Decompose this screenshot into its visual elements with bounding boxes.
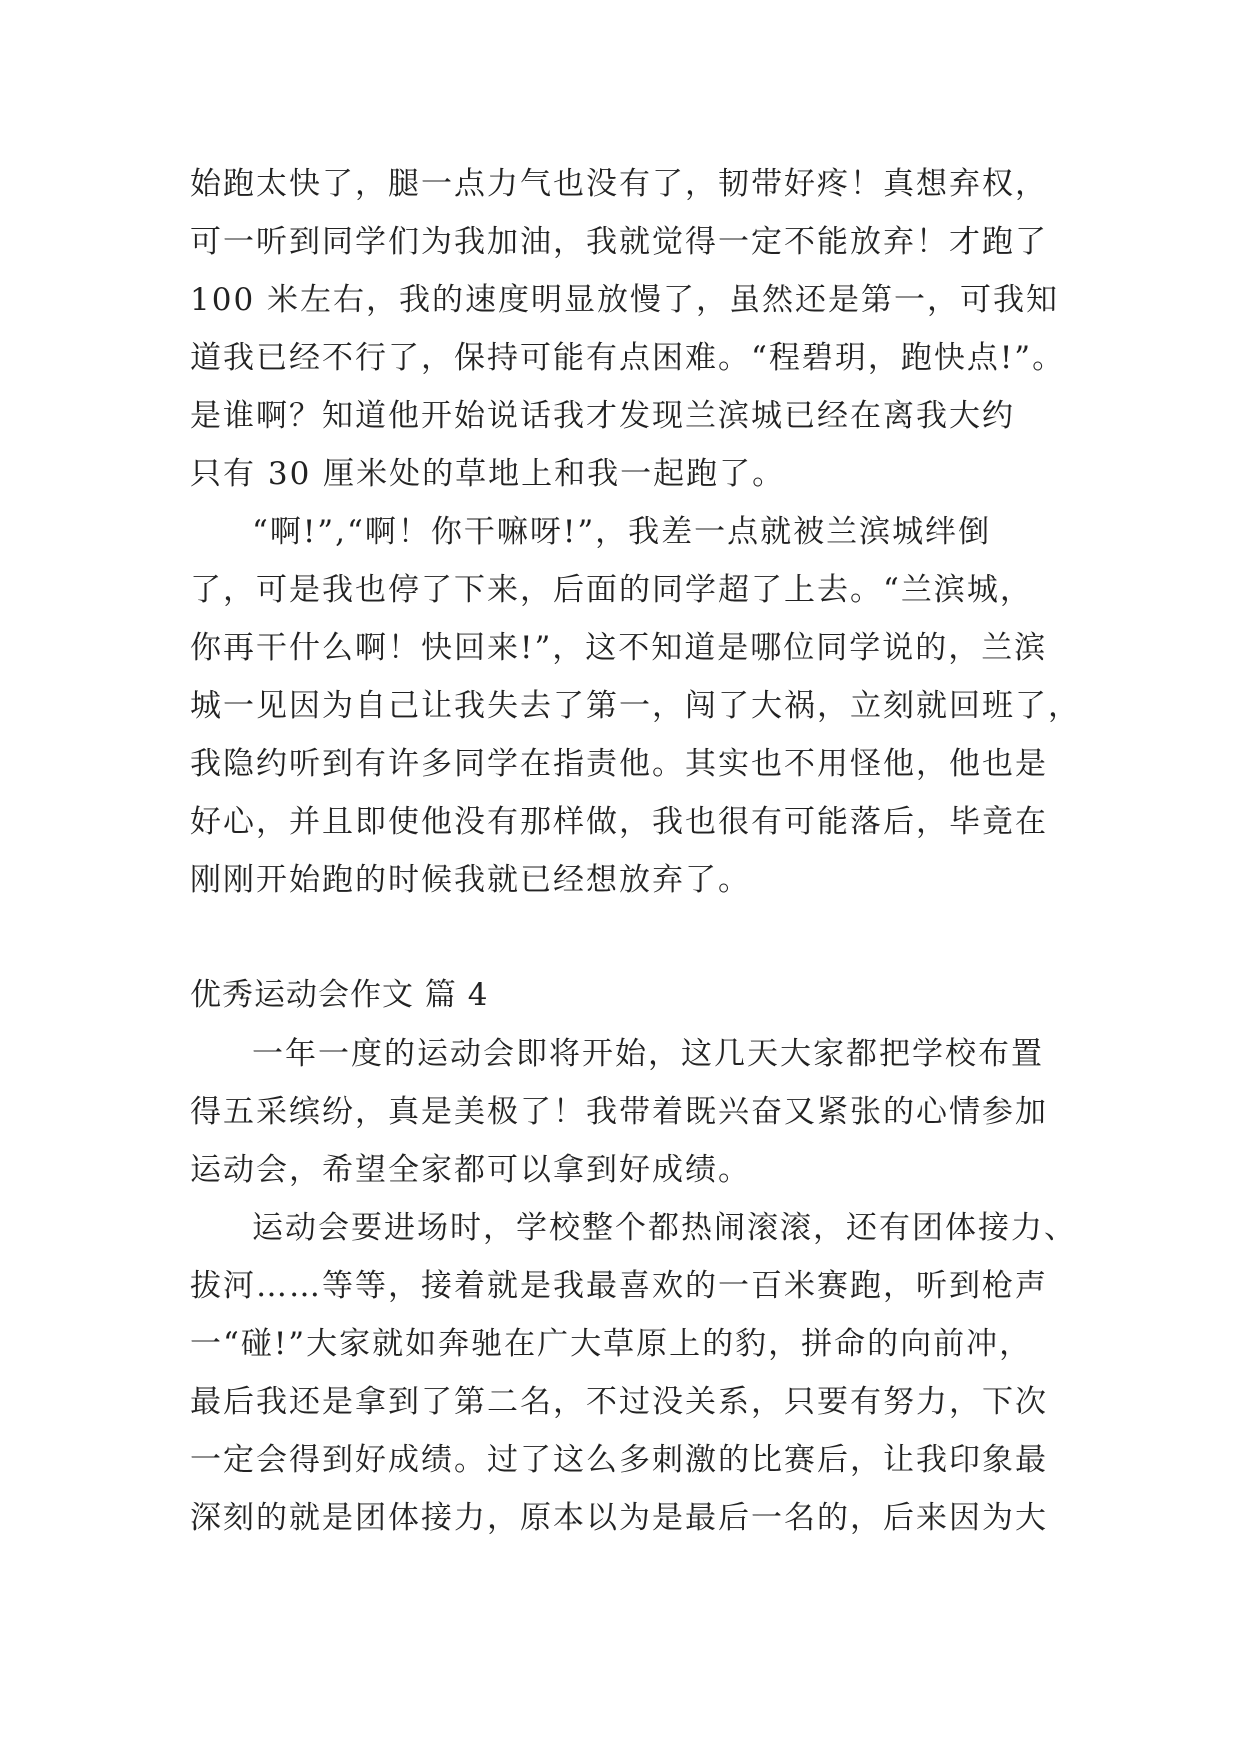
paragraph-2-line: 好心，并且即使他没有那样做，我也很有可能落后，毕竟在 <box>190 804 1048 840</box>
paragraph-2-line: 刚刚开始跑的时候我就已经想放弃了。 <box>190 862 751 898</box>
paragraph-3-line: 运动会，希望全家都可以拿到好成绩。 <box>190 1152 751 1188</box>
paragraph-4-line: 一定会得到好成绩。过了这么多刺激的比赛后，让我印象最 <box>190 1442 1048 1478</box>
paragraph-1-line: 是谁啊？知道他开始说话我才发现兰滨城已经在离我大约 <box>190 398 1015 434</box>
paragraph-3-line: 一年一度的运动会即将开始，这几天大家都把学校布置 <box>252 1036 1044 1072</box>
paragraph-4-line: 最后我还是拿到了第二名，不过没关系，只要有努力，下次 <box>190 1384 1048 1420</box>
paragraph-2-line: “啊!”,“啊！你干嘛呀!”，我差一点就被兰滨城绊倒 <box>252 514 992 550</box>
paragraph-1-line: 100 米左右，我的速度明显放慢了，虽然还是第一，可我知 <box>190 282 1060 318</box>
paragraph-1-line: 只有 30 厘米处的草地上和我一起跑了。 <box>190 456 786 492</box>
paragraph-1-line: 道我已经不行了，保持可能有点困难。“程碧玥，跑快点!”。 <box>190 340 1066 376</box>
paragraph-1-line: 可一听到同学们为我加油，我就觉得一定不能放弃！才跑了 <box>190 224 1048 260</box>
paragraph-1-line: 始跑太快了，腿一点力气也没有了，韧带好疼！真想弃权， <box>190 166 1048 202</box>
paragraph-2-line: 我隐约听到有许多同学在指责他。其实也不用怪他，他也是 <box>190 746 1048 782</box>
paragraph-4-line: 拔河……等等，接着就是我最喜欢的一百米赛跑，听到枪声 <box>190 1268 1048 1304</box>
paragraph-2-line: 了，可是我也停了下来，后面的同学超了上去。“兰滨城， <box>190 572 1033 608</box>
paragraph-4-line: 运动会要进场时，学校整个都热闹滚滚，还有团体接力、 <box>252 1210 1077 1246</box>
paragraph-2-line: 城一见因为自己让我失去了第一，闯了大祸，立刻就回班了， <box>190 688 1081 724</box>
paragraph-4-line: 深刻的就是团体接力，原本以为是最后一名的，后来因为大 <box>190 1500 1048 1536</box>
section-heading: 优秀运动会作文 篇 4 <box>190 977 489 1013</box>
paragraph-4-line: 一“碰!”大家就如奔驰在广大草原上的豹，拼命的向前冲， <box>190 1326 1033 1362</box>
paragraph-2-line: 你再干什么啊！快回来!”，这不知道是哪位同学说的，兰滨 <box>190 630 1048 666</box>
paragraph-3-line: 得五采缤纷，真是美极了！我带着既兴奋又紧张的心情参加 <box>190 1094 1048 1130</box>
